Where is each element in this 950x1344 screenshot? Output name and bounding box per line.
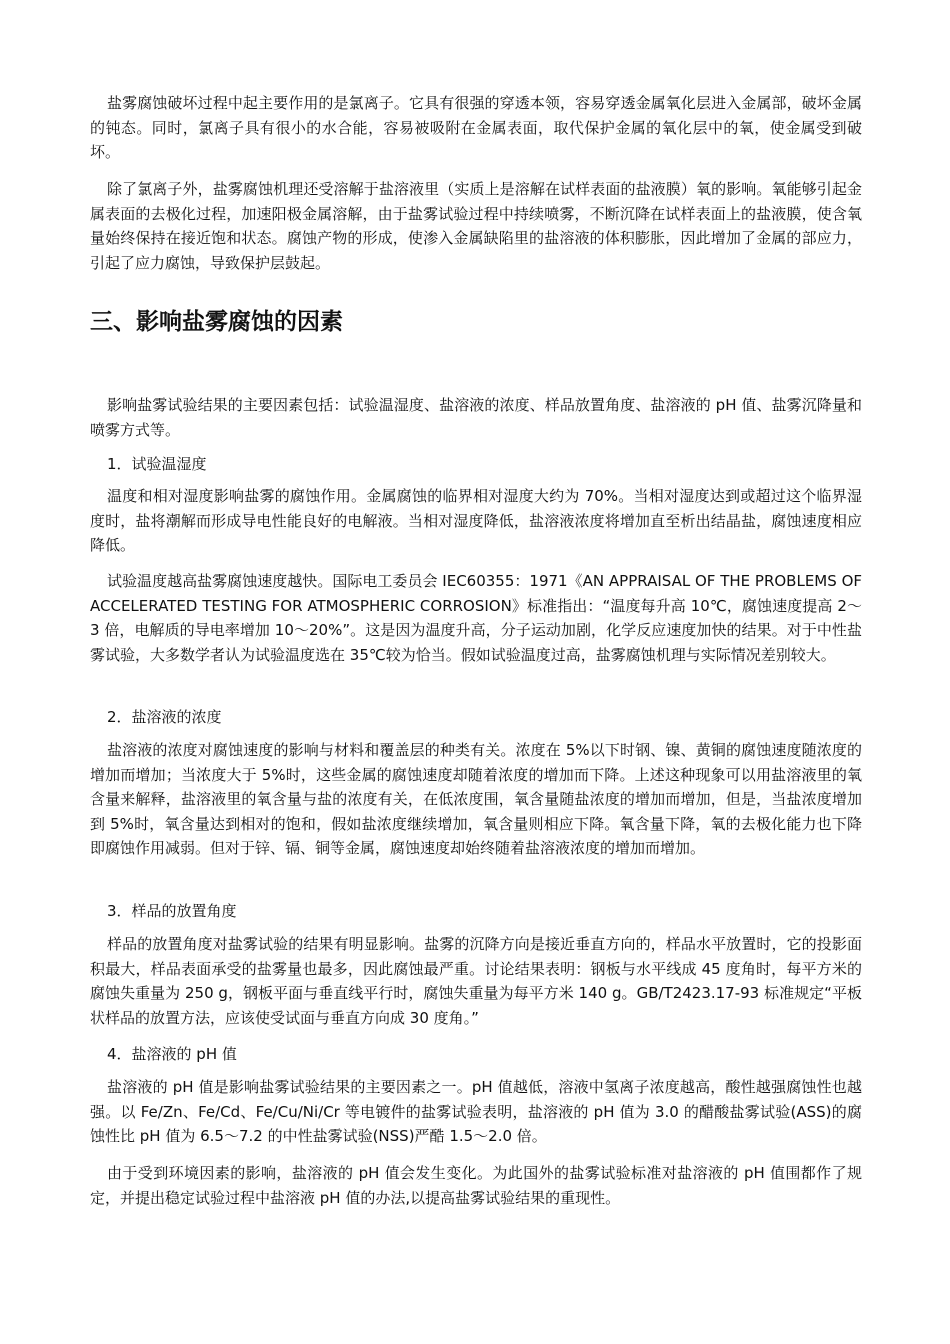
- paragraph-concentration: 盐溶液的浓度对腐蚀速度的影响与材料和覆盖层的种类有关。浓度在 5%以下时钢、镍、黄铜的腐蚀速度随浓度的增加而增加；当浓度大于 5%时，这些金属的腐蚀速度却随着浓度的增加而下降。上述这种现象可以用盐溶液里的氧含量来解释，盐溶液里的氧含量与盐的浓度有关，在低浓度围，氧含量随盐浓度的增加而增加，但是，当盐浓度增加到 5%时，氧含量达到相对的饱和，假如盐浓度继续增加，氧含量则相应下降。氧含量下降，氧的去极化能力也下降即腐蚀作用减弱。但对于锌、镉、铜等金属，腐蚀速度却始终随着盐溶液浓度的增加而增加。: [90, 741, 862, 857]
- section-heading: 三、影响盐雾腐蚀的因素: [90, 309, 343, 335]
- paragraph-placement-angle: 样品的放置角度对盐雾试验的结果有明显影响。盐雾的沉降方向是接近垂直方向的，样品水平放置时，它的投影面积最大，样品表面承受的盐雾量也最多，因此腐蚀最严重。讨论结果表明：钢板与水平线成 45 度角时，每平方米的腐蚀失重量为 250 g，钢板平面与垂直线平行时，腐蚀失重量为每平方米 140 g。GB/T2423.17-93 标准规定“平板状样品的放置方法，应该使受试面与垂直方向成 30 度角。”: [90, 935, 862, 1027]
- paragraph-temperature: 试验温度越高盐雾腐蚀速度越快。国际电工委员会 IEC60355：1971《AN APPRAISAL OF THE PROBLEMS OF ACCELERATED TESTING FOR ATMOSPHERIC CORROSION》标准指出：“温度每升高 10℃，腐蚀速度提高 2～3 倍，电解质的导电率增加 10～20%”。这是因为温度升高，分子运动加剧，化学反应速度加快的结果。对于中性盐雾试验，大多数学者认为试验温度选在 35℃较为恰当。假如试验温度过高，盐雾腐蚀机理与实际情况差别较大。: [90, 572, 862, 664]
- list-item-concentration: 2．盐溶液的浓度: [107, 708, 222, 726]
- paragraph-chloride-role: 盐雾腐蚀破坏过程中起主要作用的是氯离子。它具有很强的穿透本领，容易穿透金属氧化层进入金属部，破坏金属的钝态。同时，氯离子具有很小的水合能，容易被吸附在金属表面，取代保护金属的氧化层中的氧，使金属受到破坏。: [90, 94, 862, 161]
- paragraph-oxygen-influence: 除了氯离子外，盐雾腐蚀机理还受溶解于盐溶液里（实质上是溶解在试样表面的盐液膜）氧的影响。氧能够引起金属表面的去极化过程，加速阳极金属溶解，由于盐雾试验过程中持续喷雾，不断沉降在试样表面上的盐液膜，使含氧量始终保持在接近饱和状态。腐蚀产物的形成，使渗入金属缺陷里的盐溶液的体积膨胀，因此增加了金属的部应力，引起了应力腐蚀，导致保护层鼓起。: [90, 180, 862, 272]
- paragraph-main-factors: 影响盐雾试验结果的主要因素包括：试验温湿度、盐溶液的浓度、样品放置角度、盐溶液的 pH 值、盐雾沉降量和喷雾方式等。: [90, 396, 862, 439]
- paragraph-ph-value: 盐溶液的 pH 值是影响盐雾试验结果的主要因素之一。pH 值越低，溶液中氢离子浓度越高，酸性越强腐蚀性也越强。以 Fe/Zn、Fe/Cd、Fe/Cu/Ni/Cr 等电镀件的盐雾试验表明，盐溶液的 pH 值为 3.0 的醋酸盐雾试验(ASS)的腐蚀性比 pH 值为 6.5～7.2 的中性盐雾试验(NSS)严酷 1.5～2.0 倍。: [90, 1078, 862, 1145]
- list-item-ph-value: 4．盐溶液的 pH 值: [107, 1045, 237, 1063]
- list-item-placement-angle: 3．样品的放置角度: [107, 902, 237, 920]
- list-item-temperature-humidity: 1．试验温湿度: [107, 455, 207, 473]
- paragraph-ph-change: 由于受到环境因素的影响，盐溶液的 pH 值会发生变化。为此国外的盐雾试验标准对盐溶液的 pH 值围都作了规定，并提出稳定试验过程中盐溶液 pH 值的办法,以提高盐雾试验结果的重现性。: [90, 1164, 862, 1207]
- paragraph-humidity: 温度和相对湿度影响盐雾的腐蚀作用。金属腐蚀的临界相对湿度大约为 70%。当相对湿度达到或超过这个临界湿度时，盐将潮解而形成导电性能良好的电解液。当相对湿度降低，盐溶液浓度将增加直至析出结晶盐，腐蚀速度相应降低。: [90, 487, 862, 554]
